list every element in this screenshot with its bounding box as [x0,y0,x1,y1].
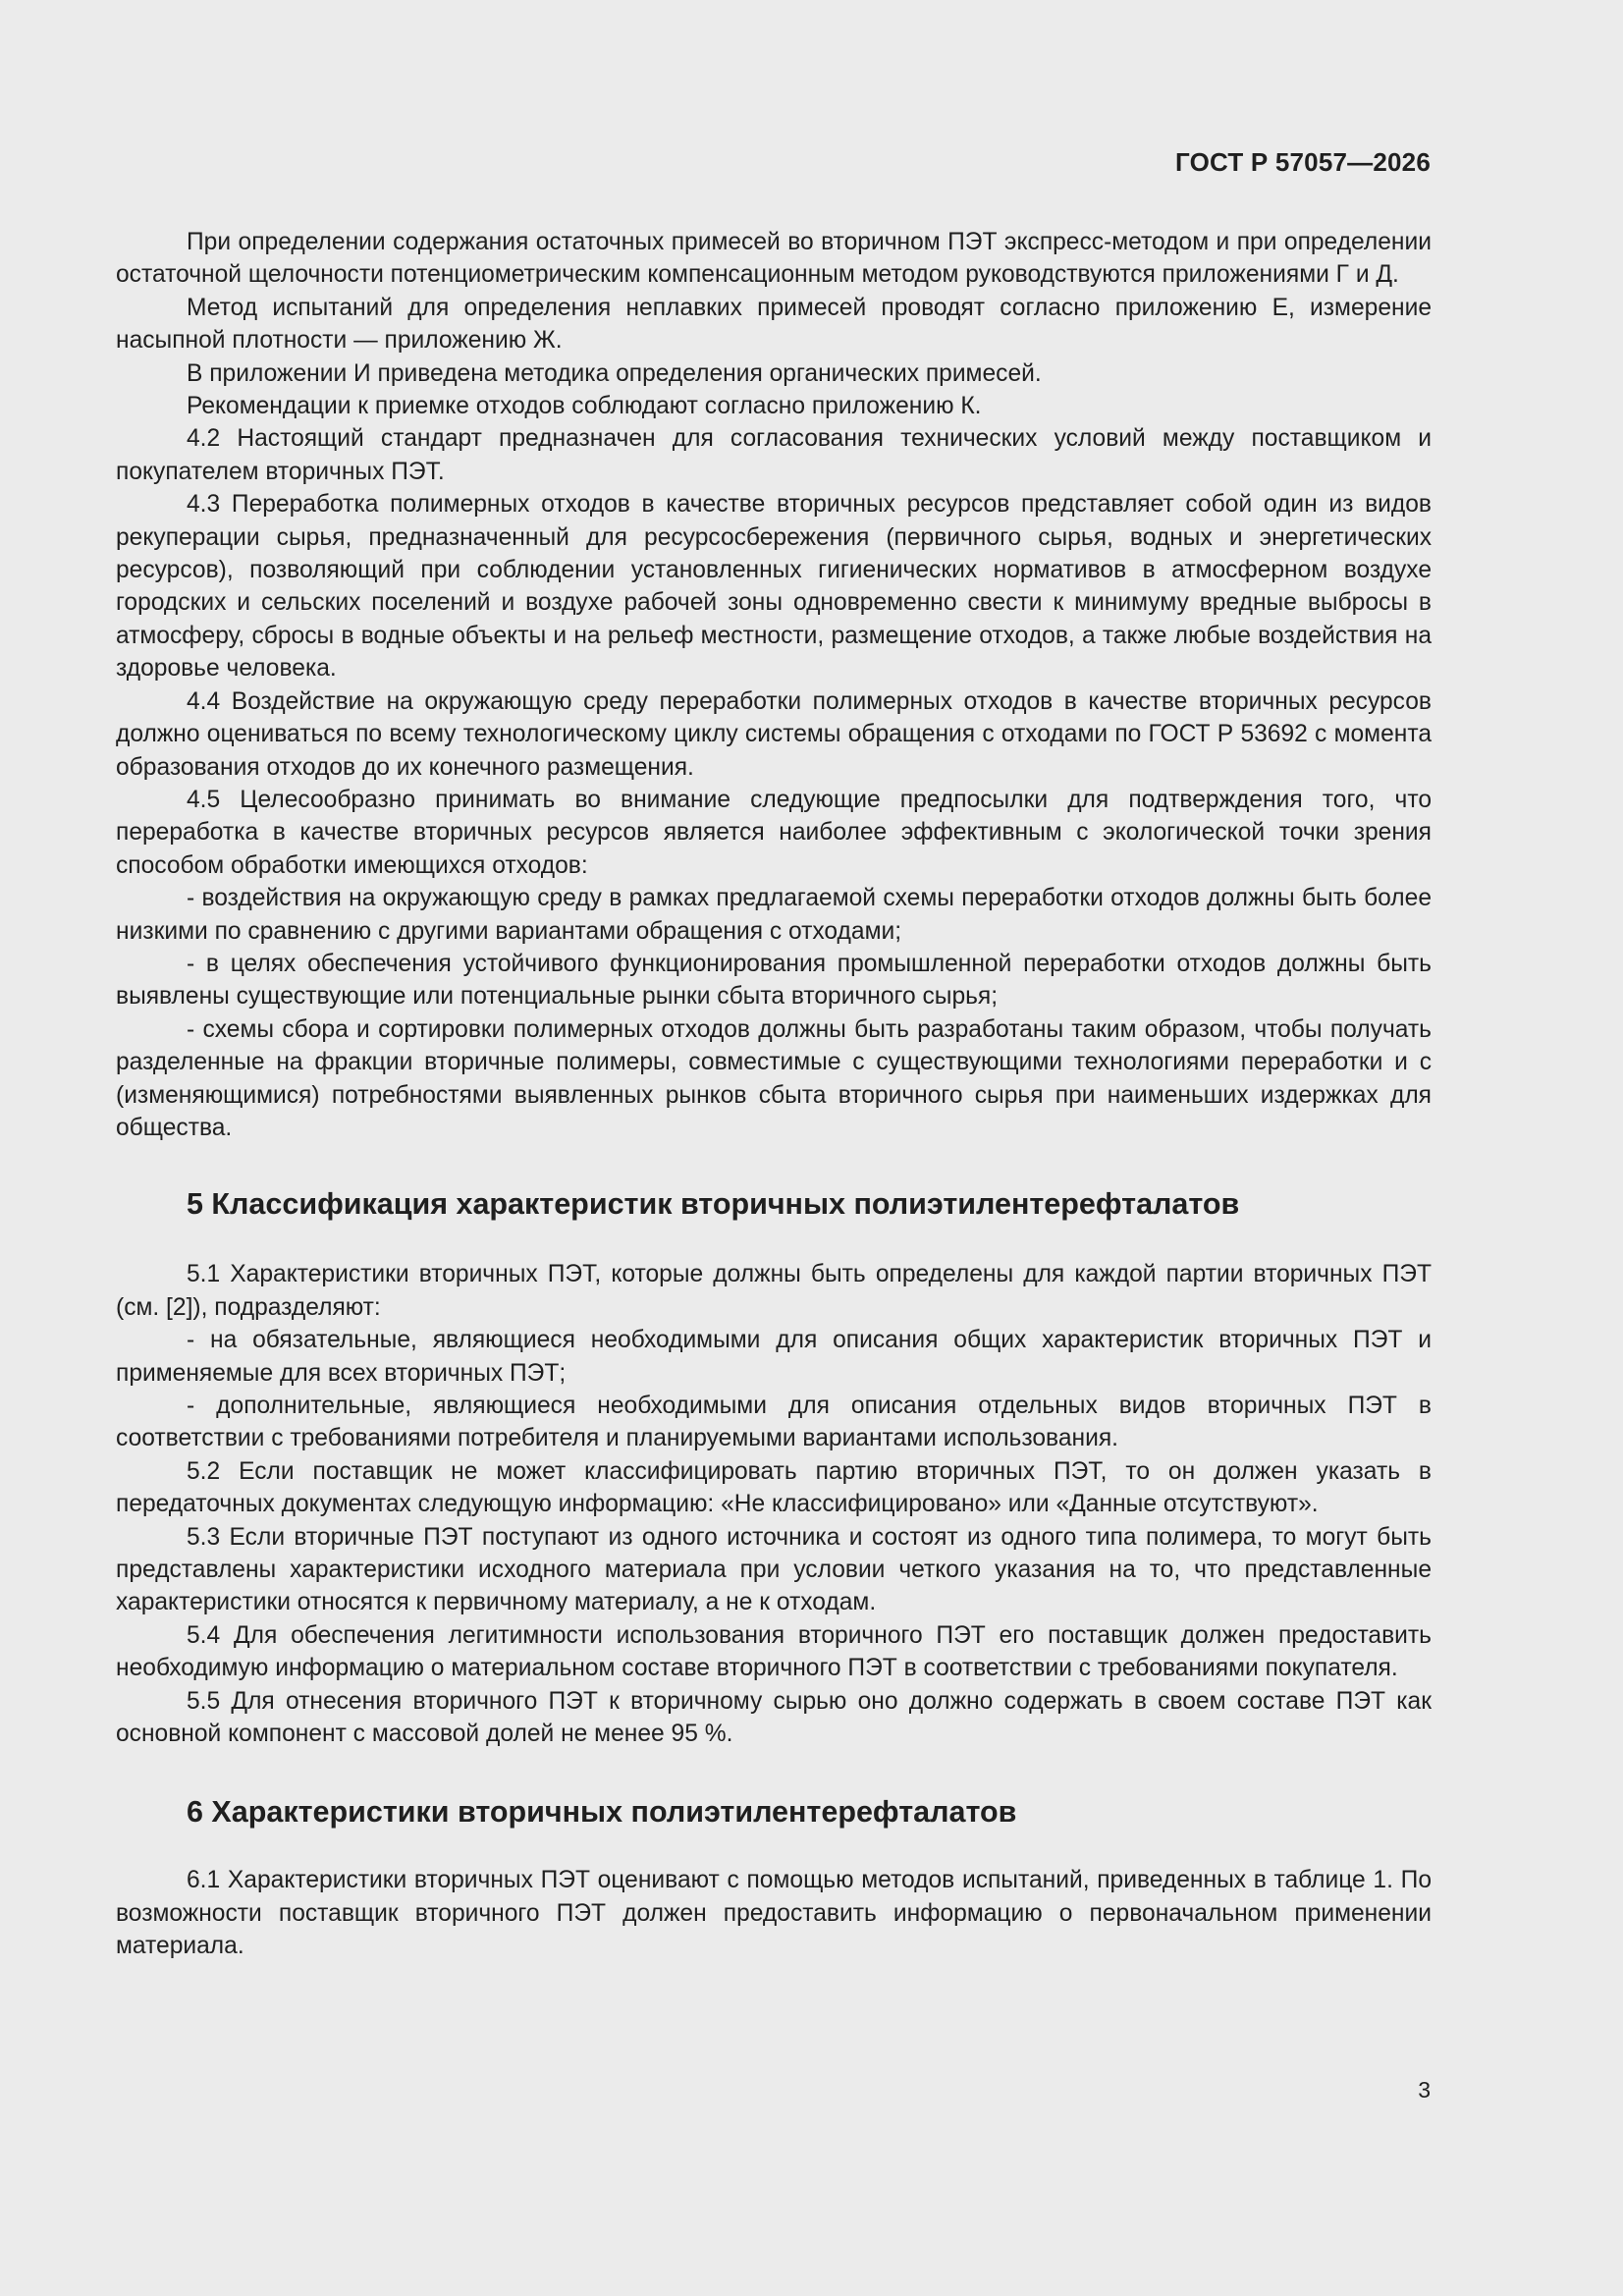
section-6-title: 6 Характеристики вторичных полиэтилентерефталатов [187,1795,1017,1830]
intro-paragraph-3: В приложении И приведена методика определения органических примесей. [187,359,1042,387]
list-item: - воздействия на окружающую среду в рамках предлагаемой схемы переработки отходов должны быть более низкими по сравнению с другими вариантами обращения с отходами; [116,885,1432,945]
clause-4-4: 4.4 Воздействие на окружающую среду переработки полимерных отходов в качестве вторичных ресурсов должно оцениваться по всему технологическому циклу системы обращения с отходами по ГОСТ Р 53692 с момента образования отходов до их конечного размещения. [116,687,1432,781]
clause-5-5: 5.5 Для отнесения вторичного ПЭТ к вторичному сырью оно должно содержать в своем составе ПЭТ как основной компонент с массовой долей не менее 95 %. [116,1687,1432,1748]
intro-paragraph-4: Рекомендации к приемке отходов соблюдают согласно приложению К. [187,393,982,420]
clause-4-3: 4.3 Переработка полимерных отходов в качестве вторичных ресурсов представляет собой один из видов рекуперации сырья, предназначенный для ресурсосбережения (первичного сырья, водных и энергетических ресурсов), позволяющий при соблюдении установленных гигиенических нормативов в атмосферном воздухе городских и сельских поселений и воздухе рабочей зоны одновременно свести к минимуму вредные выбросы в атмосферу, сбросы в водные объекты и на рельеф местности, размещение отходов, а также любые воздействия на здоровье человека. [116,491,1432,683]
clause-6-1: 6.1 Характеристики вторичных ПЭТ оценивают с помощью методов испытаний, приведенных в таблице 1. По возможности поставщик вторичного ПЭТ должен предоставить информацию о первоначальном применении материала. [116,1867,1432,1960]
list-item: - в целях обеспечения устойчивого функционирования промышленной переработки отходов должны быть выявлены существующие или потенциальные рынки сбыта вторичного сырья; [116,950,1432,1011]
clause-5-4: 5.4 Для обеспечения легитимности использования вторичного ПЭТ его поставщик должен предоставить необходимую информацию о материальном составе вторичного ПЭТ в соответствии с требованиями покупателя. [116,1621,1432,1682]
document-body [116,226,1432,1963]
intro-paragraph-2: Метод испытаний для определения неплавких примесей проводят согласно приложению Е, измерение насыпной плотности — приложению Ж. [116,294,1432,355]
list-item: - дополнительные, являющиеся необходимыми для описания отдельных видов вторичных ПЭТ в соответствии с требованиями потребителя и планируемыми вариантами использования. [116,1393,1432,1452]
section-5-title: 5 Классификация характеристик вторичных полиэтилентерефталатов [187,1187,1240,1222]
clause-4-2: 4.2 Настоящий стандарт предназначен для согласования технических условий между поставщиком и покупателем вторичных ПЭТ. [116,425,1432,485]
list-item: - на обязательные, являющиеся необходимыми для описания общих характеристик вторичных ПЭТ и применяемые для всех вторичных ПЭТ; [116,1327,1432,1387]
clause-4-5: 4.5 Целесообразно принимать во внимание следующие предпосылки для подтверждения того, что переработка в качестве вторичных ресурсов является наиболее эффективным с экологической точки зрения способом обработки имеющихся отходов: [116,786,1432,879]
list-item: - схемы сбора и сортировки полимерных отходов должны быть разработаны таким образом, чтобы получать разделенные на фракции вторичные полимеры, совместимые с существующими технологиями переработки и с (изменяющимися) потребностями выявленных рынков сбыта вторичного сырья при наименьших издержках для общества. [116,1015,1432,1141]
intro-paragraph-1: При определении содержания остаточных примесей во вторичном ПЭТ экспресс-методом и при определении остаточной щелочности потенциометрическим компенсационным методом руководствуются приложениями Г и Д. [116,229,1432,289]
clause-5-1: 5.1 Характеристики вторичных ПЭТ, которые должны быть определены для каждой партии вторичных ПЭТ (см. [2]), подразделяют: [116,1261,1432,1321]
page-header: ГОСТ Р 57057—2026 [1175,147,1431,177]
clause-5-2: 5.2 Если поставщик не может классифицировать партию вторичных ПЭТ, то он должен указать в передаточных документах следующую информацию: «Не классифицировано» или «Данные отсутствуют». [116,1457,1432,1518]
page-number: 3 [1418,2077,1431,2103]
clause-5-3: 5.3 Если вторичные ПЭТ поступают из одного источника и состоят из одного типа полимера, то могут быть представлены характеристики исходного материала при условии четкого указания на то, что представленные характеристики относятся к первичному материалу, а не к отходам. [116,1523,1432,1616]
